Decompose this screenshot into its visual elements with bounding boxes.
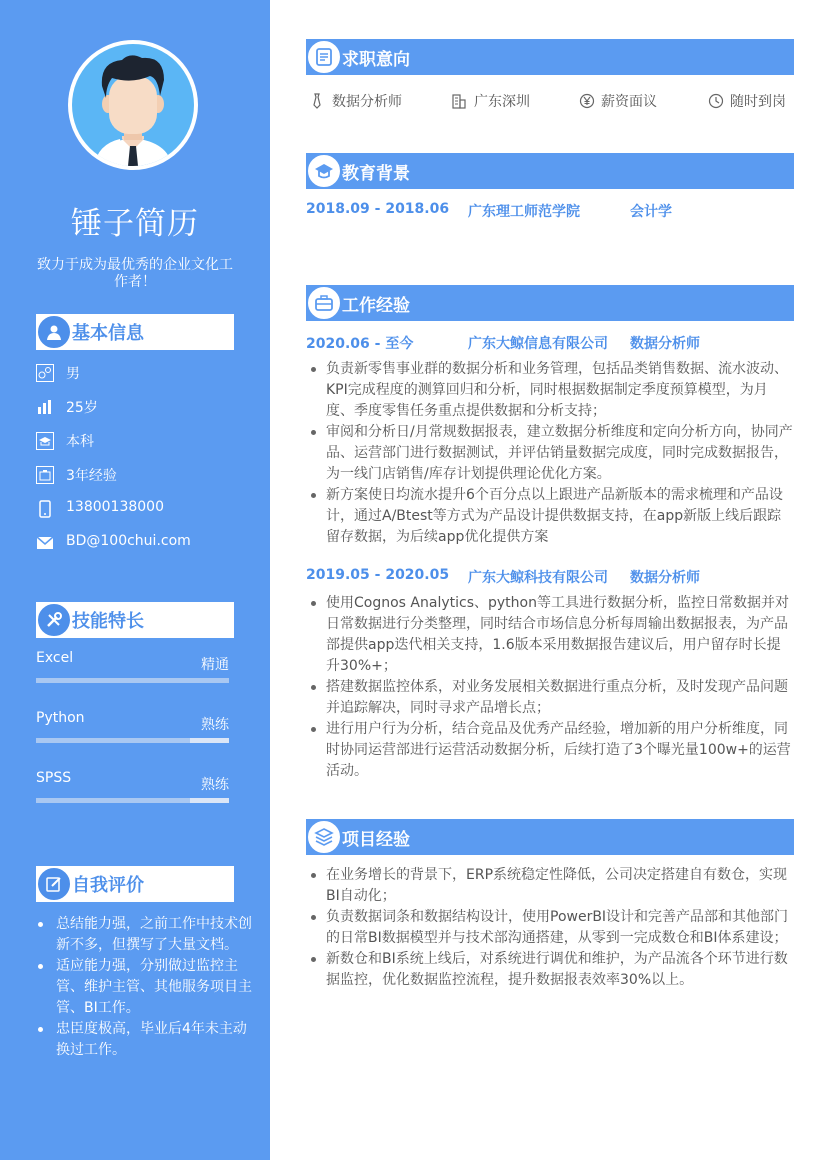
job-role: 数据分析师 (630, 570, 700, 586)
skill-name: SPSS (36, 770, 72, 786)
motto: 致力于成为最优秀的企业文化工作者！ (37, 257, 233, 290)
skill-bar (36, 738, 229, 743)
email-icon (36, 534, 54, 552)
yen-icon (579, 93, 595, 109)
work-header (306, 285, 794, 321)
job-company: 广东大鲸科技有限公司 (468, 570, 608, 586)
edit-note-icon (36, 866, 72, 902)
main-content (270, 0, 820, 1160)
salary-value: 薪资面议 (601, 94, 657, 110)
skill-bar (36, 678, 229, 683)
list-item: 总结能力强，之前工作中技术创新不多，但撰写了大量文档。 (56, 914, 256, 956)
info-phone (36, 498, 236, 520)
job-role: 数据分析师 (630, 336, 700, 352)
skill-level: 熟练 (201, 717, 229, 733)
projects-title: 项目经验 (342, 830, 410, 850)
list-item: 搭建数据监控体系，对业务发展相关数据进行重点分析，及时发现产品问题并追踪解决，同时寻求产品增长点； (326, 677, 794, 719)
gender-icon (36, 364, 54, 382)
phone-value: 13800138000 (66, 499, 164, 515)
education-row (306, 201, 794, 221)
list-item: 审阅和分析日/月常规数据报表，建立数据分析维度和定向分析方向，协同产品、运营部门进行数据测试，并评估销量数据完成度，同时完成数据报告，为一线门店销售/库存计划提供理论优化方案。 (326, 422, 794, 485)
user-icon (36, 314, 72, 350)
age-chart-icon (36, 398, 54, 416)
skill-spss (36, 770, 229, 810)
skill-level: 熟练 (201, 777, 229, 793)
intent-header (306, 39, 794, 75)
building-icon (452, 93, 466, 109)
avatar-illustration (72, 44, 194, 166)
info-email (36, 532, 236, 554)
skill-bar-fill (36, 678, 229, 683)
self-eval-list (36, 914, 256, 1061)
tools-icon (36, 602, 72, 638)
skill-name: Excel (36, 650, 74, 666)
age-value: 25岁 (66, 400, 98, 416)
job-row (306, 567, 794, 587)
tie-icon (310, 93, 324, 109)
info-gender (36, 362, 236, 384)
info-age (36, 396, 236, 418)
graduation-cap-icon (36, 432, 54, 450)
list-item: 负责新零售事业群的数据分析和业务管理，包括品类销售数据、流水波动、KPI完成程度的测算回归和分析，同时根据数据制定季度预算模型，为月度、季度零售任务重点提供数据和分析支持； (326, 359, 794, 422)
list-item: 进行用户行为分析，结合竞品及优秀产品经验，增加新的用户分析维度，同时协同运营部进行运营活动数据分析，后续打造了3个曝光量100w+的运营活动。 (326, 719, 794, 782)
list-item: 在业务增长的背景下，ERP系统稳定性降低，公司决定搭建自有数仓，实现BI自动化； (326, 865, 794, 907)
document-icon (306, 39, 342, 75)
skill-name: Python (36, 710, 85, 726)
skill-bar (36, 798, 229, 803)
job-bullets (306, 593, 794, 782)
job-period: 2019.05 - 2020.05 (306, 567, 450, 583)
list-item: 负责数据词条和数据结构设计，使用PowerBI设计和完善产品部和其他部门的日常BI数据模型并与技术部沟通搭建，从零到一完成数仓和BI体系建设； (326, 907, 794, 949)
skill-level: 精通 (201, 657, 229, 673)
projects-header (306, 819, 794, 855)
list-item: 使用Cognos Analytics、python等工具进行数据分析，监控日常数据并对日常数据进行分类整理，同时结合市场信息分析每周输出数据报表，为产品部提供app迭代相关支持，1.6版本采用数据报告建议后，用户留存时长提升30%+； (326, 593, 794, 677)
job-period: 2020.06 - 至今 (306, 336, 414, 352)
list-item: 新方案使日均流水提升6个百分点以上跟进产品新版本的需求梳理和产品设计，通过A/Btest等方式为产品设计提供数据支持，在app新版上线后跟踪留存数据，为后续app优化提供方案 (326, 485, 794, 548)
email-value: BD@100chui.com (66, 533, 191, 549)
experience-value: 3年经验 (66, 468, 117, 484)
work-title: 工作经验 (342, 296, 410, 316)
position-value: 数据分析师 (332, 94, 402, 110)
education-header (306, 153, 794, 189)
gender-value: 男 (66, 366, 80, 382)
location-value: 广东深圳 (474, 94, 530, 110)
project-bullets (306, 865, 794, 991)
info-education (36, 430, 236, 452)
skills-header (36, 602, 234, 638)
education-title: 教育背景 (342, 164, 410, 184)
self-eval-title: 自我评价 (72, 875, 144, 896)
phone-icon (36, 500, 54, 518)
briefcase-icon (306, 285, 342, 321)
briefcase-icon (36, 466, 54, 484)
candidate-name: 锤子简历 (71, 206, 199, 242)
basic-info-header (36, 314, 234, 350)
job-bullets (306, 359, 794, 548)
skill-python (36, 710, 229, 750)
skill-bar-fill (36, 798, 190, 803)
education-school: 广东理工师范学院 (468, 204, 580, 220)
skill-bar-fill (36, 738, 190, 743)
graduation-cap-icon (306, 153, 342, 189)
availability-value: 随时到岗 (730, 94, 786, 110)
skills-title: 技能特长 (72, 611, 144, 632)
self-eval-header (36, 866, 234, 902)
list-item: 忠臣度极高，毕业后4年未主动换过工作。 (56, 1019, 256, 1061)
sidebar (0, 0, 270, 1160)
intent-title: 求职意向 (342, 50, 410, 70)
avatar (68, 40, 198, 170)
job-row (306, 333, 794, 353)
education-period: 2018.09 - 2018.06 (306, 201, 450, 217)
list-item: 适应能力强，分别做过监控主管、维护主管、其他服务项目主管、BI工作。 (56, 956, 256, 1019)
clock-icon (708, 93, 724, 109)
list-item: 新数仓和BI系统上线后，对系统进行调优和维护，为产品流各个环节进行数据监控，优化数据监控流程，提升数据报表效率30%以上。 (326, 949, 794, 991)
layers-icon (306, 819, 342, 855)
education-value: 本科 (66, 434, 94, 450)
skill-excel (36, 650, 229, 690)
basic-info-title: 基本信息 (72, 323, 144, 344)
education-major: 会计学 (630, 204, 672, 220)
job-company: 广东大鲸信息有限公司 (468, 336, 608, 352)
info-experience (36, 464, 236, 486)
